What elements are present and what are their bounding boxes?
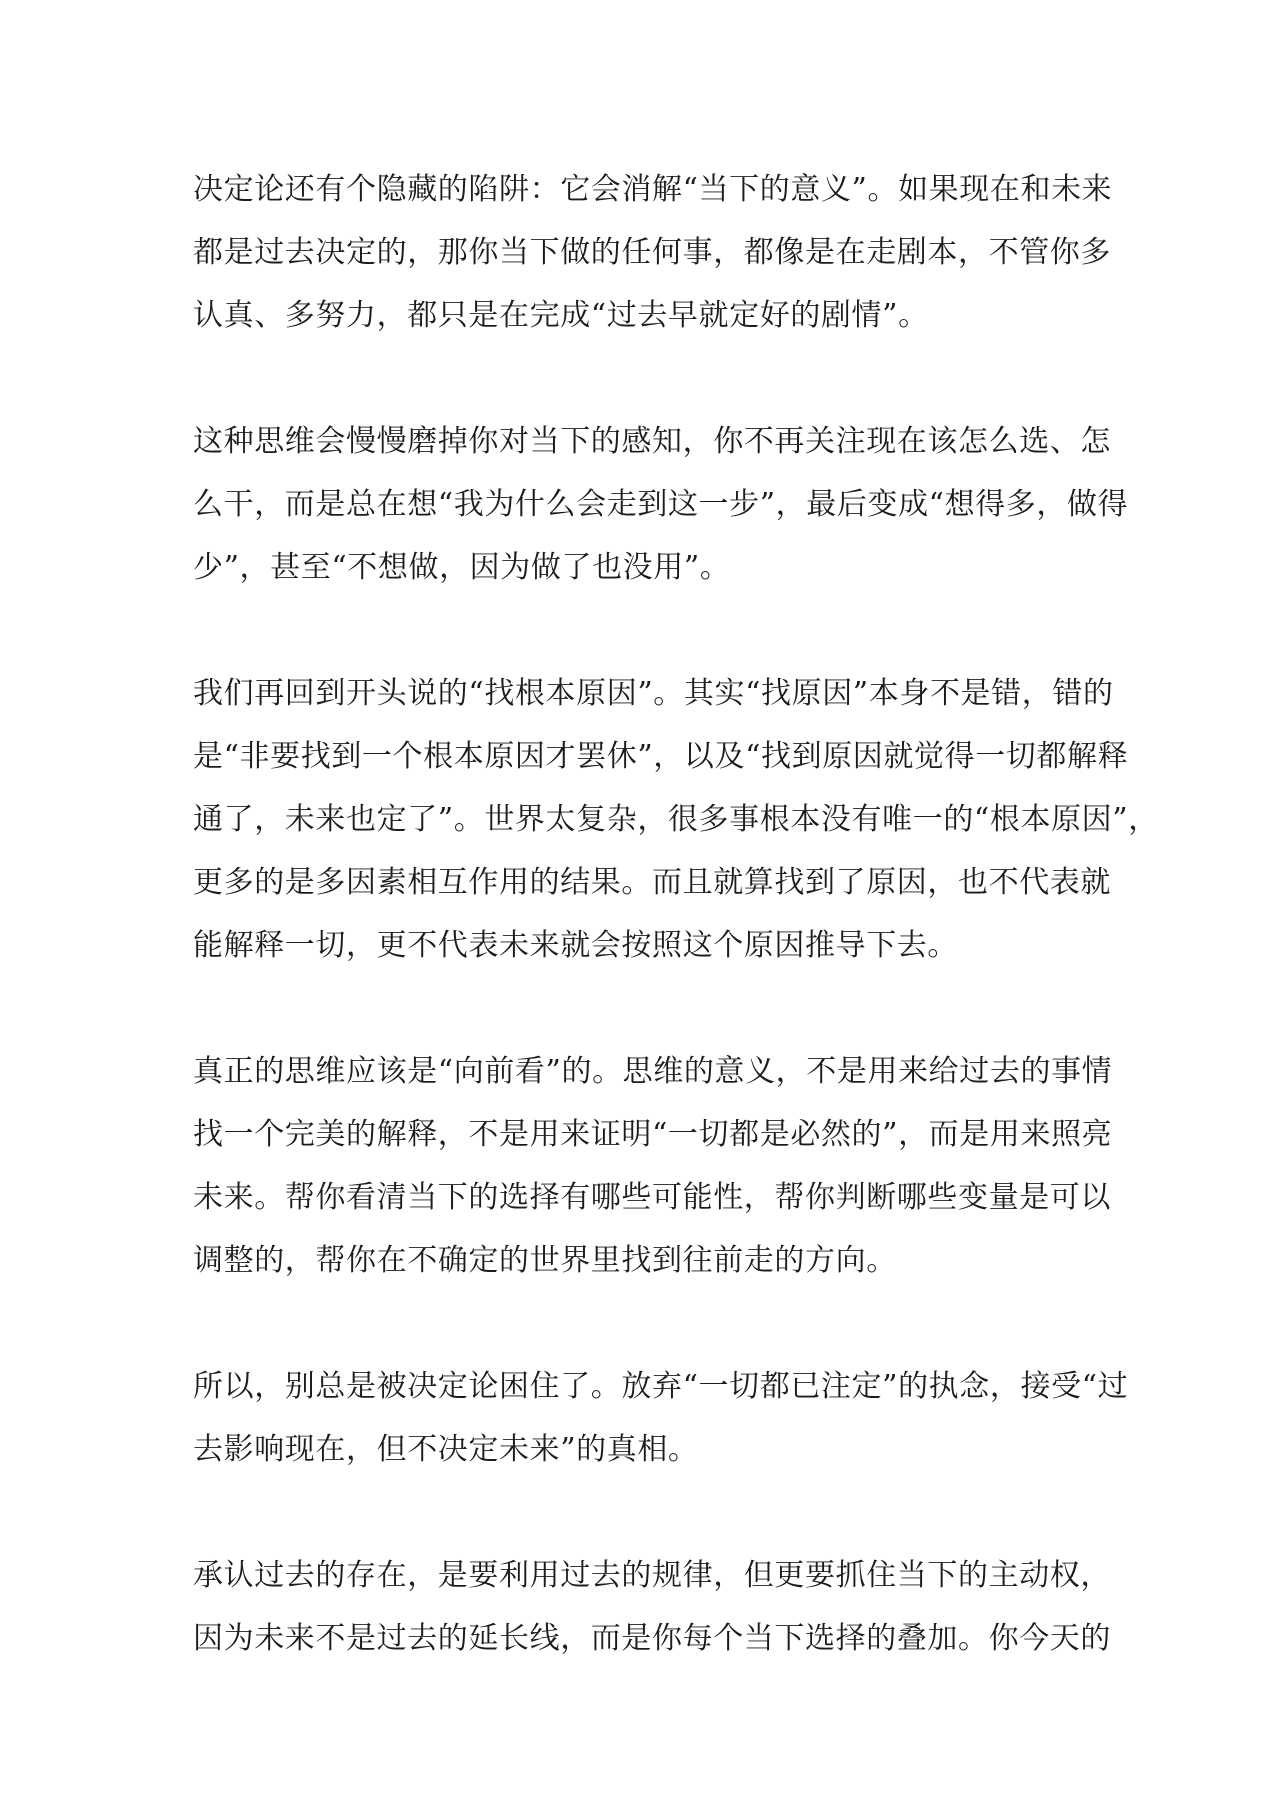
paragraph (193, 1040, 1113, 1292)
text-line: 承认过去的存在，是要利用过去的规律，但更要抓住当下的主动权， (193, 1558, 1111, 1593)
paragraph (193, 662, 1159, 977)
text-line: 决定论还有个隐藏的陷阱：它会消解“当下的意义”。如果现在和未来 (193, 172, 1113, 207)
paragraph (193, 158, 1113, 347)
document-body (193, 158, 1159, 1733)
text-line: 能解释一切，更不代表未来就会按照这个原因推导下去。 (193, 928, 958, 963)
text-line: 找一个完美的解释，不是用来证明“一切都是必然的”，而是用来照亮 (193, 1117, 1113, 1152)
text-line: 所以，别总是被决定论困住了。放弃“一切都已注定”的执念，接受“过 (193, 1369, 1129, 1404)
text-line: 都是过去决定的，那你当下做的任何事，都像是在走剧本，不管你多 (193, 235, 1111, 270)
paragraph (193, 410, 1129, 599)
text-line: 真正的思维应该是“向前看”的。思维的意义，不是用来给过去的事情 (193, 1054, 1113, 1089)
text-line: 更多的是多因素相互作用的结果。而且就算找到了原因，也不代表就 (193, 865, 1111, 900)
text-line: 是“非要找到一个根本原因才罢休”，以及“找到原因就觉得一切都解释 (193, 739, 1129, 774)
text-line: 因为未来不是过去的延长线，而是你每个当下选择的叠加。你今天的 (193, 1621, 1111, 1656)
text-line: 通了，未来也定了”。世界太复杂，很多事根本没有唯一的“根本原因”， (193, 802, 1159, 837)
text-line: 调整的，帮你在不确定的世界里找到往前走的方向。 (193, 1243, 897, 1278)
text-line: 么干，而是总在想“我为什么会走到这一步”，最后变成“想得多，做得 (193, 487, 1129, 522)
text-line: 少”，甚至“不想做，因为做了也没用”。 (193, 550, 731, 585)
text-line: 我们再回到开头说的“找根本原因”。其实“找原因”本身不是错，错的 (193, 676, 1114, 711)
paragraph (193, 1355, 1129, 1481)
text-line: 未来。帮你看清当下的选择有哪些可能性，帮你判断哪些变量是可以 (193, 1180, 1111, 1215)
text-line: 这种思维会慢慢磨掉你对当下的感知，你不再关注现在该怎么选、怎 (193, 424, 1111, 459)
text-line: 去影响现在，但不决定未来”的真相。 (193, 1432, 699, 1467)
paragraph (193, 1544, 1111, 1670)
text-line: 认真、多努力，都只是在完成“过去早就定好的剧情”。 (193, 298, 929, 333)
